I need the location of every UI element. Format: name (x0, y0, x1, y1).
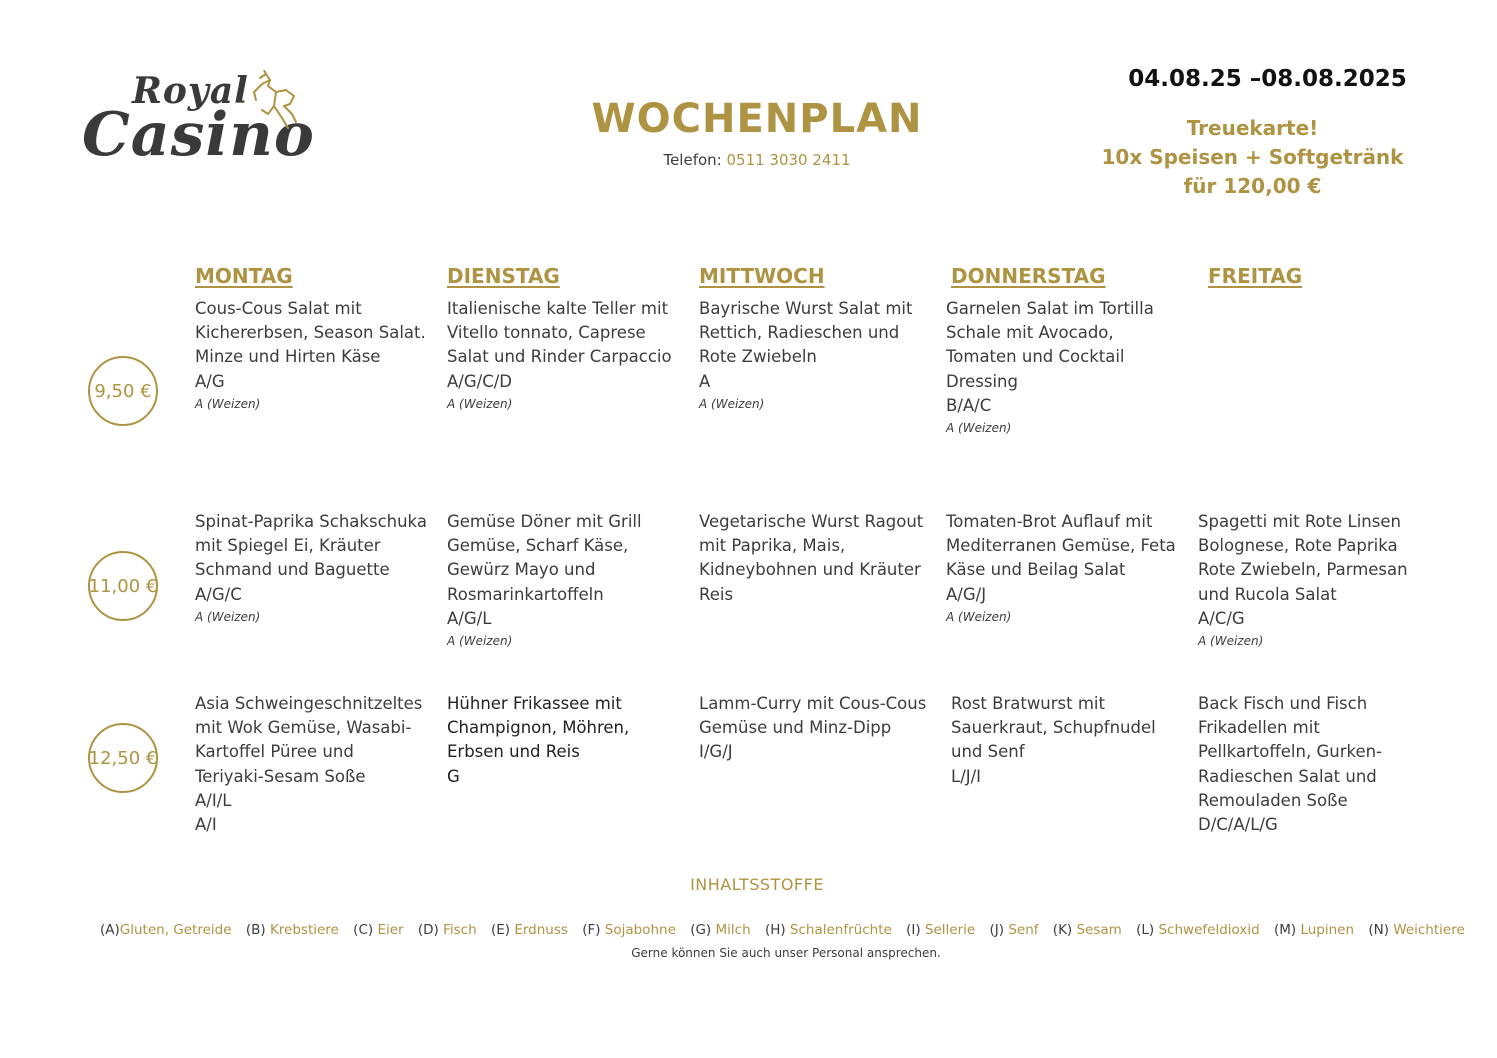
promo-line-1: Treuekarte! (1186, 116, 1319, 140)
promo-line-2: 10x Speisen + Softgetränk (1101, 145, 1404, 169)
dish-description: Hühner Frikassee mit Champignon, Möhren, Erbsen und Reis (447, 694, 630, 762)
loyalty-card-promo (1100, 114, 1405, 201)
menu-cell (699, 297, 939, 414)
price-badge-2: 11,00 € (88, 551, 158, 621)
allergen-codes: D/C/A/L/G (1198, 815, 1278, 835)
legend-item-f (582, 922, 676, 938)
legend-key: (K) (1052, 922, 1077, 938)
dish-description: Asia Schweingeschnitzeltes mit Wok Gemüse, Wasabi- Kartoffel Püree und Teriyaki-Sesam Soße (195, 694, 423, 786)
menu-cell (447, 692, 692, 789)
legend-item-c (353, 922, 403, 938)
legend-key: (B) (245, 922, 270, 938)
legend-item-k (1053, 922, 1122, 938)
legend-key: (I) (906, 922, 925, 938)
legend-key: (N) (1368, 922, 1394, 938)
legend-label: Lupinen (1300, 922, 1355, 938)
legend-item-j (990, 922, 1039, 938)
legend-label: Eier (377, 922, 404, 938)
menu-cell (195, 297, 440, 414)
day-header-tuesday: DIENSTAG (447, 264, 560, 288)
menu-cell (946, 297, 1191, 438)
allergen-note: A (Weizen) (1198, 634, 1264, 649)
day-header-thursday: DONNERSTAG (951, 264, 1106, 288)
date-range: 04.08.25 –08.08.2025 (1128, 66, 1407, 92)
day-header-friday: FREITAG (1208, 264, 1303, 288)
dish-description: Gemüse Döner mit Grill Gemüse, Scharf Käse, Gewürz Mayo und Rosmarinkartoffeln (447, 512, 642, 604)
allergen-codes: A/G/C (195, 584, 242, 604)
logo-text-royal: Royal (132, 70, 249, 112)
legend-item-d (418, 922, 477, 938)
price-badge-3: 12,50 € (88, 723, 158, 793)
dish-description: Italienische kalte Teller mit Vitello tonnato, Caprese Salat und Rinder Carpaccio (447, 299, 672, 367)
legend-item-e (491, 922, 568, 938)
menu-cell (1198, 692, 1438, 837)
allergen-codes: A (699, 371, 711, 391)
legend-key: (J) (989, 922, 1009, 938)
legend-item-g (690, 922, 750, 938)
legend-label: Sesam (1076, 922, 1122, 938)
menu-cell (195, 692, 440, 837)
menu-cell (195, 510, 440, 627)
allergen-note: A (Weizen) (946, 609, 1012, 624)
legend-key: (E) (490, 922, 515, 938)
legend-item-h (765, 922, 892, 938)
ingredients-title: INHALTSSTOFFE (690, 875, 824, 894)
dish-description: Spagetti mit Rote Linsen Bolognese, Rote Paprika Rote Zwiebeln, Parmesan und Rucola Salat (1198, 512, 1408, 604)
legend-key: (F) (582, 922, 605, 938)
allergen-codes: B/A/C (946, 395, 992, 415)
dish-description: Vegetarische Wurst Ragout mit Paprika, Mais, Kidneybohnen und Kräuter Reis (699, 512, 924, 604)
menu-cell (946, 510, 1191, 627)
allergen-note: A (Weizen) (447, 396, 513, 411)
legend-label: Sojabohne (604, 922, 676, 938)
dish-description: Bayrische Wurst Salat mit Rettich, Radieschen und Rote Zwiebeln (699, 299, 913, 367)
allergen-codes: A/C/G (1198, 608, 1245, 628)
promo-line-3: für 120,00 € (1183, 174, 1322, 198)
dish-description: Rost Bratwurst mit Sauerkraut, Schupfnudel und Senf (951, 694, 1156, 762)
allergen-codes: I/G/J (699, 742, 733, 762)
legend-label: Schwefeldioxid (1158, 922, 1260, 938)
legend-label: Milch (715, 922, 751, 938)
allergen-codes: A/G/J (946, 584, 987, 604)
dish-description: Tomaten-Brot Auflauf mit Mediterranen Gemüse, Feta Käse und Beilag Salat (946, 512, 1176, 580)
phone-label: Telefon: (663, 151, 727, 169)
legend-key: (H) (764, 922, 790, 938)
allergen-codes: L/J/I (951, 766, 982, 786)
allergen-codes: G (447, 766, 460, 786)
allergen-note: A (Weizen) (946, 421, 1012, 436)
dish-description: Garnelen Salat im Tortilla Schale mit Avocado, Tomaten und Cocktail Dressing (946, 299, 1154, 391)
day-header-monday: MONTAG (195, 264, 293, 288)
day-header-wednesday: MITTWOCH (699, 264, 825, 288)
menu-cell (447, 297, 692, 414)
menu-cell (699, 692, 939, 765)
legend-item-a (100, 922, 232, 938)
dish-description: Lamm-Curry mit Cous-Cous Gemüse und Minz-Dipp (699, 694, 927, 738)
legend-item-l (1136, 922, 1260, 938)
legend-label: Fisch (443, 922, 477, 938)
legend-label: Erdnuss (514, 922, 568, 938)
menu-cell (1198, 510, 1438, 651)
phone-line (520, 151, 994, 169)
logo-text-casino: Casino (82, 100, 315, 170)
dish-description: Back Fisch und Fisch Frikadellen mit Pellkartoffeln, Gurken- Radieschen Salat und Remouladen Soße (1198, 694, 1383, 810)
legend-label: Schalenfrüchte (789, 922, 892, 938)
allergen-note: A (Weizen) (195, 609, 261, 624)
legend-key: (G) (690, 922, 716, 938)
legend-key: (C) (353, 922, 378, 938)
legend-item-m (1274, 922, 1354, 938)
menu-cell (447, 510, 692, 651)
allergen-codes: A/G/L (447, 608, 492, 628)
legend-key: (D) (417, 922, 444, 938)
allergen-codes: A/G/C/D (447, 371, 512, 391)
legend-label: Gluten, Getreide (119, 922, 232, 938)
dish-description: Cous-Cous Salat mit Kichererbsen, Season Salat. Minze und Hirten Käse (195, 299, 426, 367)
legend-label: Sellerie (924, 922, 976, 938)
legend-item-b (246, 922, 339, 938)
allergen-codes: A/G (195, 371, 225, 391)
legend-key: (A) (100, 922, 120, 938)
price-badge-1: 9,50 € (88, 356, 158, 426)
legend-item-n (1368, 922, 1464, 938)
menu-cell (699, 510, 939, 607)
footer-note: Gerne können Sie auch unser Personal ansprechen. (631, 946, 941, 960)
allergen-legend (100, 922, 1465, 938)
allergen-note: A (Weizen) (447, 634, 513, 649)
logo (80, 70, 315, 170)
page-title: WOCHENPLAN (591, 96, 923, 142)
legend-label: Weichtiere (1393, 922, 1465, 938)
horse-icon (240, 70, 300, 140)
legend-key: (M) (1273, 922, 1301, 938)
legend-key: (L) (1136, 922, 1159, 938)
allergen-note: A (Weizen) (195, 396, 261, 411)
dish-description: Spinat-Paprika Schakschuka mit Spiegel Ei, Kräuter Schmand und Baguette (195, 512, 427, 580)
phone-number[interactable]: 0511 3030 2411 (726, 151, 851, 169)
allergen-note: A (Weizen) (699, 396, 765, 411)
menu-cell (951, 692, 1191, 789)
legend-item-i (906, 922, 975, 938)
allergen-codes: A/I/L A/I (195, 790, 232, 835)
legend-label: Krebstiere (269, 922, 339, 938)
legend-label: Senf (1008, 922, 1039, 938)
